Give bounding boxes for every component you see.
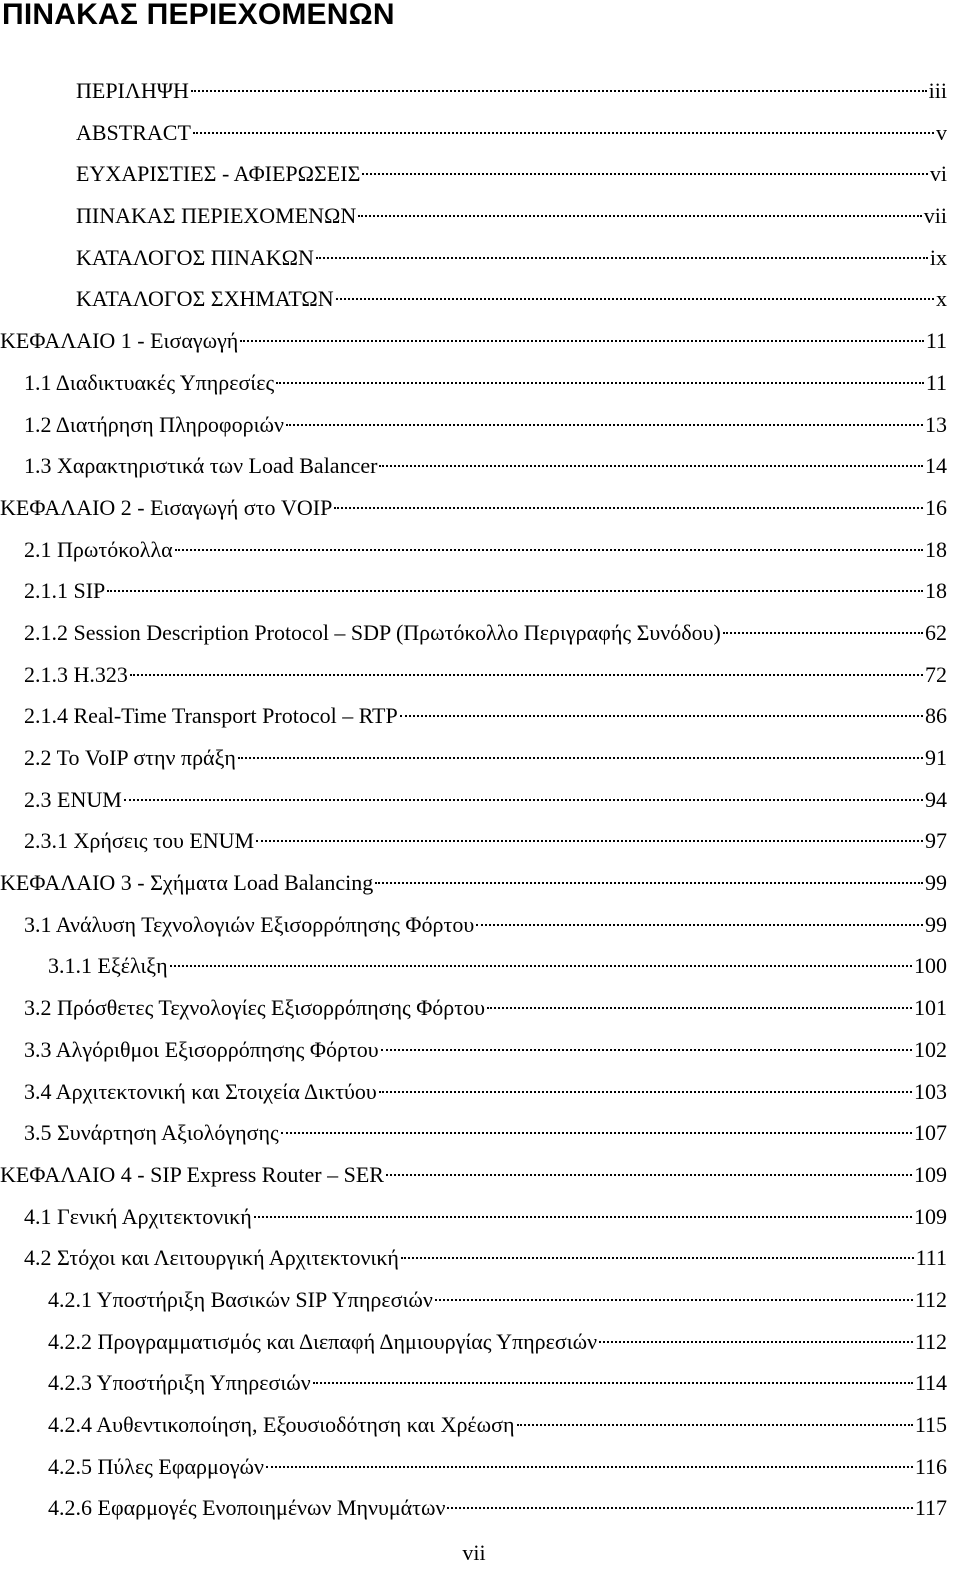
toc-entry[interactable]	[0, 820, 960, 862]
toc-entry-page: 109	[914, 1161, 947, 1187]
dot-leader	[487, 1007, 912, 1009]
toc-entry[interactable]	[0, 1487, 960, 1529]
toc-entry-page: 107	[914, 1120, 947, 1146]
toc-entry-page: 11	[925, 369, 947, 395]
toc-entry-page: 101	[914, 995, 947, 1021]
toc-entry-title: 4.2.1 Υποστήριξη Βασικών SIP Υπηρεσιών	[48, 1286, 433, 1312]
toc-entry[interactable]	[0, 737, 960, 779]
toc-entry-title: ΕΥΧΑΡΙΣΤΙΕΣ - ΑΦΙΕΡΩΣΕΙΣ	[76, 161, 361, 187]
toc-entry-page: 16	[925, 494, 947, 520]
dot-leader	[316, 257, 928, 259]
dot-leader	[266, 1466, 913, 1468]
toc-entry-title: 3.5 Συνάρτηση Αξιολόγησης	[24, 1120, 279, 1146]
toc-entry[interactable]	[0, 153, 960, 195]
dot-leader	[375, 882, 923, 884]
toc-entry-page: 72	[925, 661, 947, 687]
dot-leader	[240, 340, 924, 342]
toc-entry-title: 3.2 Πρόσθετες Τεχνολογίες Εξισορρόπησης Φόρτου	[24, 995, 485, 1021]
dot-leader	[400, 715, 923, 717]
toc-entry-page: x	[936, 286, 947, 312]
toc-entry[interactable]	[0, 445, 960, 487]
toc-entry-page: 99	[925, 911, 947, 937]
toc-entry-page: 112	[914, 1286, 947, 1312]
dot-leader	[379, 1091, 912, 1093]
toc-entry-title: 4.1 Γενική Αρχιτεκτονική	[24, 1203, 252, 1229]
toc-entry-title: 2.1.2 Session Description Protocol – SDP (Πρωτόκολλο Περιγραφής Συνόδου)	[24, 619, 721, 645]
toc-entry-page: 18	[925, 536, 947, 562]
toc-entry[interactable]	[0, 1112, 960, 1154]
dot-leader	[358, 215, 921, 217]
toc-entry-title: 2.1.3 H.323	[24, 661, 128, 687]
toc-entry[interactable]	[0, 320, 960, 362]
toc-entry[interactable]	[0, 945, 960, 987]
toc-entry-page: 13	[925, 411, 947, 437]
toc-entry-title: ΚΑΤΑΛΟΓΟΣ ΠΙΝΑΚΩΝ	[76, 244, 314, 270]
toc-entry-title: ΠΕΡΙΛΗΨΗ	[76, 78, 189, 103]
dot-leader	[191, 90, 927, 92]
toc-entry[interactable]	[0, 1071, 960, 1113]
toc-entry-title: 1.3 Χαρακτηριστικά των Load Balancer	[24, 453, 378, 479]
toc-entry[interactable]	[0, 237, 960, 279]
toc-entry[interactable]	[0, 195, 960, 237]
toc-entry-page: 117	[914, 1495, 947, 1521]
page-title: ΠΙΝΑΚΑΣ ΠΕΡΙΕΧΟΜΕΝΩΝ	[2, 0, 395, 31]
toc-entry-page: iii	[928, 78, 947, 103]
toc-entry[interactable]	[0, 904, 960, 946]
toc-entry[interactable]	[0, 1404, 960, 1446]
toc-entry-page: 115	[914, 1412, 947, 1437]
toc-entry-page: 102	[914, 1036, 947, 1062]
dot-leader	[276, 382, 924, 384]
toc-entry-page: vii	[923, 203, 947, 229]
toc-entry-title: 2.2 Το VoIP στην πράξη	[24, 745, 236, 770]
dot-leader	[379, 465, 923, 467]
toc-entry-page: 91	[925, 745, 947, 770]
toc-entry[interactable]	[0, 570, 960, 612]
toc-entry-title: ΚΕΦΑΛΑΙΟ 2 - Εισαγωγή στο VOIP	[0, 494, 333, 520]
toc-entry-title: ABSTRACT	[76, 119, 191, 145]
toc-entry[interactable]	[0, 1446, 960, 1488]
toc-entry-page: 99	[925, 870, 947, 896]
toc-entry-title: 1.2 Διατήρηση Πληροφοριών	[24, 411, 284, 437]
toc-entry[interactable]	[0, 362, 960, 404]
toc-entry-page: 112	[914, 1328, 947, 1354]
dot-leader	[476, 924, 923, 926]
toc-entry-title: 4.2.2 Προγραμματισμός και Διεπαφή Δημιουργίας Υπηρεσιών	[48, 1328, 598, 1354]
toc-entry-title: 3.1 Ανάλυση Τεχνολογιών Εξισορρόπησης Φόρτου	[24, 911, 475, 937]
toc-entry-page: vi	[929, 161, 947, 187]
dot-leader	[193, 132, 934, 134]
toc-entry-title: 2.3.1 Χρήσεις του ENUM	[24, 828, 255, 854]
dot-leader	[517, 1424, 913, 1426]
toc-entry[interactable]	[0, 862, 960, 904]
dot-leader	[281, 1132, 912, 1134]
toc-entry[interactable]	[0, 278, 960, 320]
toc-entry[interactable]	[0, 695, 960, 737]
toc-entry[interactable]	[0, 1279, 960, 1321]
toc-entry-page: 94	[925, 786, 947, 812]
dot-leader	[238, 757, 923, 759]
toc-entry-page: 86	[925, 703, 947, 729]
toc-entry-page: 116	[914, 1453, 947, 1479]
toc-entry-page: 14	[925, 453, 947, 479]
toc-entry-page: 18	[925, 578, 947, 604]
dot-leader	[381, 1049, 912, 1051]
dot-leader	[313, 1382, 913, 1384]
toc-entry-title: 2.3 ENUM	[24, 786, 122, 812]
toc-entry-title: 3.1.1 Εξέλιξη	[48, 953, 168, 979]
dot-leader	[175, 549, 923, 551]
toc-entry[interactable]	[0, 1237, 960, 1279]
toc-entry-title: 3.3 Αλγόριθμοι Εξισορρόπησης Φόρτου	[24, 1036, 379, 1062]
toc-entry-page: 100	[914, 953, 947, 979]
toc-entry-title: 3.4 Αρχιτεκτονική και Στοιχεία Δικτύου	[24, 1078, 377, 1104]
dot-leader	[124, 799, 923, 801]
dot-leader	[386, 1174, 912, 1176]
dot-leader	[256, 840, 923, 842]
toc-entry-title: ΚΕΦΑΛΑΙΟ 4 - SIP Express Router – SER	[0, 1161, 384, 1187]
dot-leader	[435, 1299, 913, 1301]
toc-entry-title: 4.2.6 Εφαρμογές Ενοποιημένων Μηνυμάτων	[48, 1495, 446, 1521]
toc-entry-title: 4.2.3 Υποστήριξη Υπηρεσιών	[48, 1370, 311, 1396]
toc-entry-page: 62	[925, 619, 947, 645]
toc-entry-page: 103	[914, 1078, 947, 1104]
toc-entry-page: ix	[929, 244, 947, 270]
dot-leader	[170, 965, 912, 967]
toc-entry-title: ΠΙΝΑΚΑΣ ΠΕΡΙΕΧΟΜΕΝΩΝ	[76, 203, 357, 229]
toc-entry-title: 2.1 Πρωτόκολλα	[24, 536, 173, 562]
toc-entry[interactable]	[0, 779, 960, 821]
toc-entry-title: ΚΕΦΑΛΑΙΟ 3 - Σχήματα Load Balancing	[0, 870, 374, 896]
dot-leader	[107, 590, 923, 592]
toc-entry-page: 11	[925, 328, 947, 354]
toc-entry[interactable]	[0, 987, 960, 1029]
toc-entry[interactable]	[0, 404, 960, 446]
toc-entry[interactable]	[0, 1196, 960, 1238]
dot-leader	[723, 632, 923, 634]
toc-entry-page: 109	[914, 1203, 947, 1229]
toc-entry[interactable]	[0, 112, 960, 154]
dot-leader	[401, 1257, 914, 1259]
toc-entry-title: 4.2.5 Πύλες Εφαρμογών	[48, 1453, 264, 1479]
toc-entry-title: ΚΑΤΑΛΟΓΟΣ ΣΧΗΜΑΤΩΝ	[76, 286, 334, 312]
toc-entry-title: 1.1 Διαδικτυακές Υπηρεσίες	[24, 369, 275, 395]
toc-entry[interactable]	[0, 1362, 960, 1404]
toc-entry-title: ΚΕΦΑΛΑΙΟ 1 - Εισαγωγή	[0, 328, 239, 354]
toc-entry[interactable]	[0, 612, 960, 654]
toc-entry-page: v	[936, 119, 947, 145]
toc-entry-page: 97	[925, 828, 947, 854]
dot-leader	[447, 1507, 912, 1509]
dot-leader	[130, 674, 923, 676]
toc-entry[interactable]	[0, 654, 960, 696]
toc-entry-page: 114	[914, 1370, 947, 1396]
dot-leader	[254, 1216, 912, 1218]
toc-entry[interactable]	[0, 1029, 960, 1071]
toc-entry[interactable]	[0, 1321, 960, 1363]
page-number: vii	[462, 1540, 486, 1565]
toc-entry-page: 111	[915, 1245, 947, 1271]
dot-leader	[362, 173, 927, 175]
table-of-contents	[0, 70, 960, 1529]
toc-entry-title: 4.2 Στόχοι και Λειτουργική Αρχιτεκτονική	[24, 1245, 399, 1271]
dot-leader	[286, 424, 923, 426]
toc-entry[interactable]	[0, 529, 960, 571]
toc-entry-title: 2.1.4 Real-Time Transport Protocol – RTP	[24, 703, 398, 729]
toc-entry[interactable]	[0, 1154, 960, 1196]
dot-leader	[599, 1341, 913, 1343]
toc-entry-title: 2.1.1 SIP	[24, 578, 106, 604]
toc-entry[interactable]	[0, 487, 960, 529]
toc-entry[interactable]	[0, 70, 960, 112]
dot-leader	[334, 507, 923, 509]
dot-leader	[336, 298, 934, 300]
toc-entry-title: 4.2.4 Αυθεντικοποίηση, Εξουσιοδότηση και Χρέωση	[48, 1412, 515, 1437]
